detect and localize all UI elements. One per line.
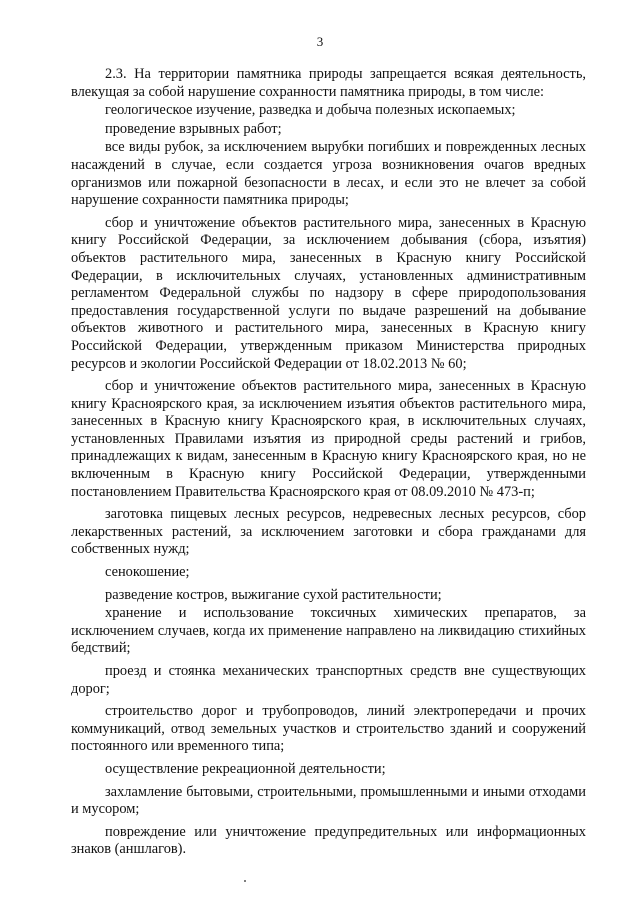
paragraph-signs: повреждение или уничтожение предупредительных или информационных знаков (аншлагов). (71, 823, 586, 858)
paragraph-red-book-krasnoyarsk: сбор и уничтожение объектов растительного мира, занесенных в Красную книгу Красноярского края, за исключением изъятия объектов растительного мира, занесенных в Красную книгу Красноярского края, в исключительных случаях, установленных Правилами изъятия из природной среды растений и грибов, принадлежащих к видам, занесенным в Красную книгу Красноярского края, но не включенным в Красную книгу Российской Федерации, утвержденными постановлением Правительства Красноярского края от 08.09.2010 № 473-п; (71, 378, 586, 500)
document-body (71, 66, 586, 859)
paragraph-haymaking: сенокошение; (105, 564, 190, 581)
paragraph-red-book-rf: сбор и уничтожение объектов растительного мира, занесенных в Красную книгу Российской Федерации, за исключением добывания (сбора, изъятия) объектов растительного мира, занесенных в Красную книгу Российской Федерации, в исключительных случаях, установленных административным регламентом Федеральной службы по надзору в сфере природопользования предоставления государственной услуги по выдаче разрешений на добывание объектов животного и растительного мира, занесенных в Красную книгу Российской Федерации, утвержденным приказом Министерства природных ресурсов и экологии Российской Федерации от 18.02.2013 № 60; (71, 214, 586, 372)
paragraph-blasting: проведение взрывных работ; (105, 120, 282, 137)
paragraph-construction: строительство дорог и трубопроводов, линий электропередачи и прочих коммуникаций, отвод земельных участков и строительство зданий и сооружений постоянного или временного типа; (71, 703, 586, 755)
paragraph-vehicles: проезд и стоянка механических транспортных средств вне существующих дорог; (71, 663, 586, 697)
paragraph-forest-resources: заготовка пищевых лесных ресурсов, недревесных лесных ресурсов, сбор лекарственных растений, за исключением заготовки и сбора гражданами для собственных нужд; (71, 506, 586, 558)
paragraph-geology: геологическое изучение, разведка и добыча полезных ископаемых; (105, 102, 516, 119)
paragraph-logging: все виды рубок, за исключением вырубки погибших и поврежденных лесных насаждений в случае, если создается угроза возникновения очагов вредных организмов или пожарной безопасности в лесах, и если это не влечет за собой нарушение сохранности памятника природы; (71, 139, 586, 209)
paragraph-recreation: осуществление рекреационной деятельности; (105, 760, 386, 777)
paragraph-littering: захламление бытовыми, строительными, промышленными и иными отходами и мусором; (71, 783, 586, 818)
paragraph-clause-2-3: 2.3. На территории памятника природы запрещается всякая деятельность, влекущая за собой нарушение сохранности памятника природы, в том числе: (71, 66, 586, 100)
paragraph-chemicals: хранение и использование токсичных химических препаратов, за исключением случаев, когда их применение направлено на ликвидацию стихийных бедствий; (71, 605, 586, 657)
scan-dot (244, 880, 246, 882)
paragraph-fires: разведение костров, выжигание сухой растительности; (105, 586, 442, 603)
page-number: 3 (316, 34, 324, 49)
